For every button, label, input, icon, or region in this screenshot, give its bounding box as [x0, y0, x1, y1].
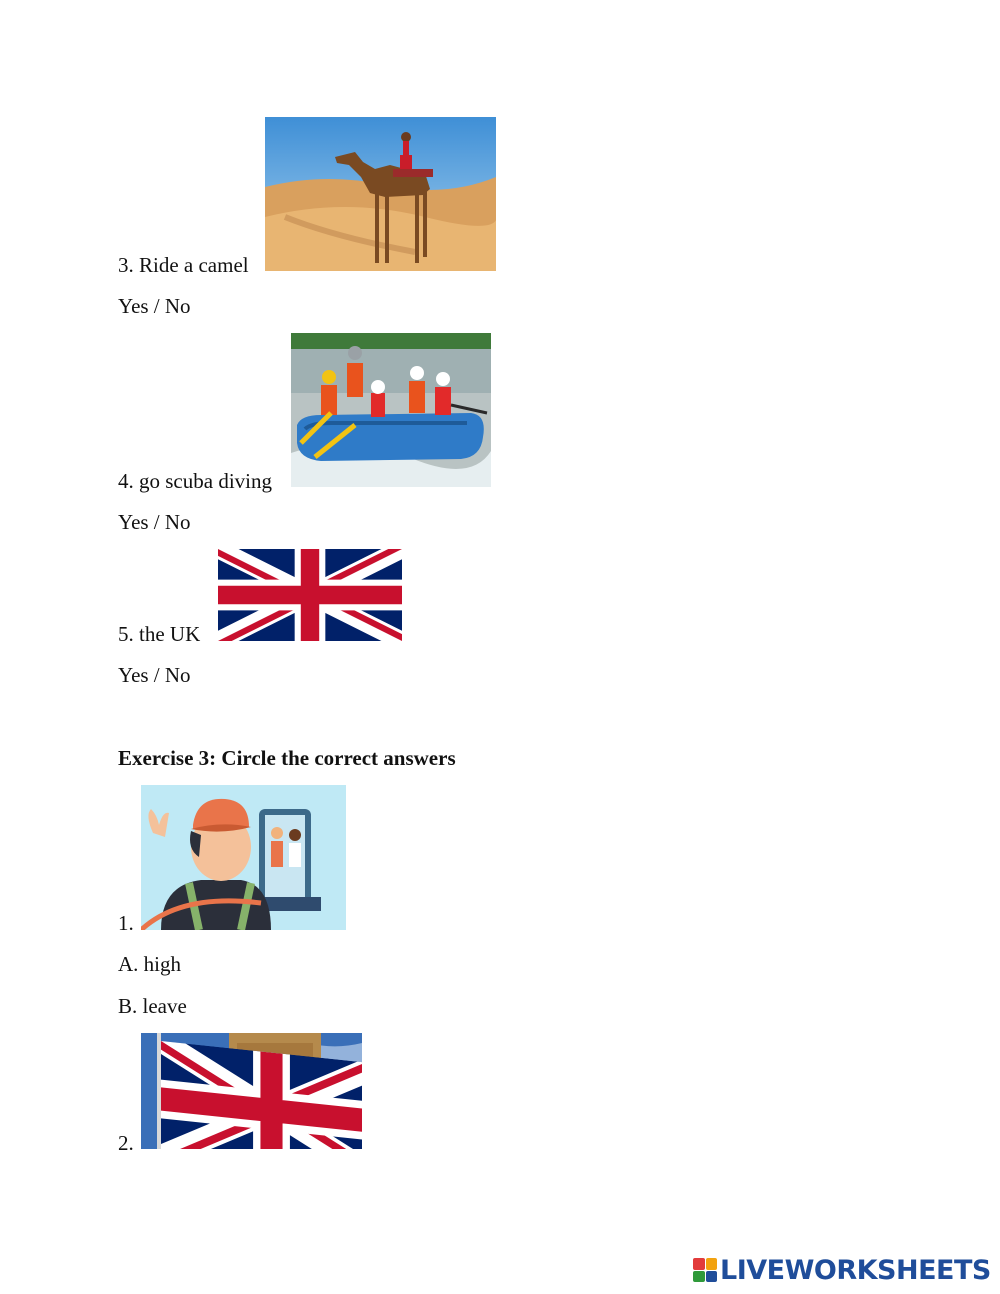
item-label: 3. Ride a camel	[118, 253, 249, 277]
union-jack-flag	[218, 549, 402, 641]
yes-no-answer[interactable]: Yes / No	[118, 510, 191, 534]
camel-desert-photo	[265, 117, 496, 271]
question-number: 2.	[118, 1131, 134, 1155]
exercise-3-title: Exercise 3: Circle the correct answers	[118, 746, 456, 770]
liveworksheets-icon	[693, 1258, 717, 1282]
yes-no-answer[interactable]: Yes / No	[118, 294, 191, 318]
option-b[interactable]: B. leave	[118, 994, 187, 1018]
option-a[interactable]: A. high	[118, 952, 181, 976]
item-label: 4. go scuba diving	[118, 469, 272, 493]
big-ben-flag-photo	[141, 1033, 362, 1149]
river-rafting-photo	[291, 333, 491, 487]
liveworksheets-logo	[693, 1255, 991, 1285]
yes-no-answer[interactable]: Yes / No	[118, 663, 191, 687]
item-label: 5. the UK	[118, 622, 201, 646]
brand-name: LIVEWORKSHEETS	[720, 1254, 991, 1286]
question-number: 1.	[118, 911, 134, 935]
traveler-waving-illustration	[141, 785, 346, 930]
